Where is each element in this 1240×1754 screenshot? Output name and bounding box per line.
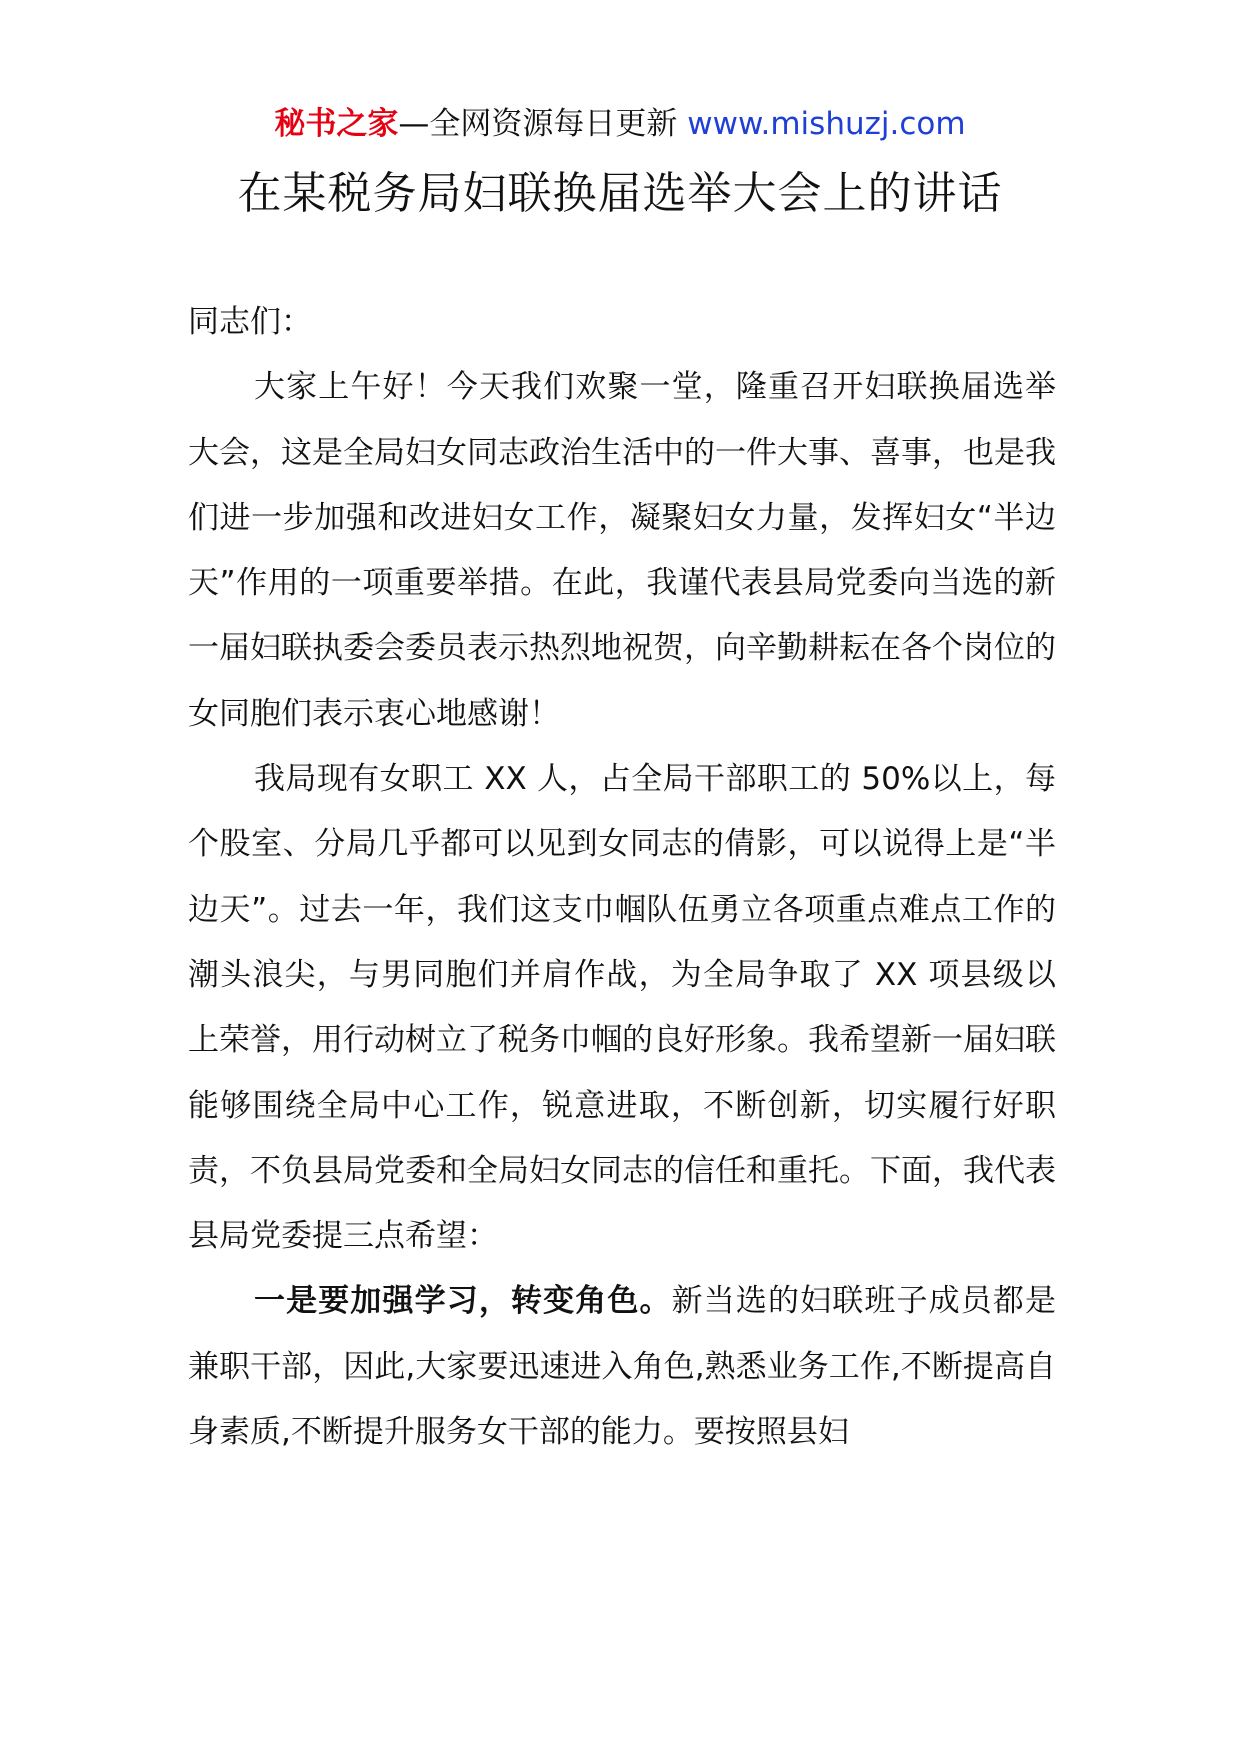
point-one-text: 新当选的妇联班子成员都是兼职干部，因此,大家要迅速进入角色,熟悉业务工作,不断提高自身素质,不断提升服务女干部的能力。要按照县妇 <box>188 1283 1056 1451</box>
site-header <box>0 102 1240 146</box>
paragraph-point-one <box>188 1269 1056 1465</box>
document-body <box>188 290 1056 1465</box>
salutation: 同志们： <box>188 304 312 340</box>
paragraph-greeting: 大家上午好！今天我们欢聚一堂，隆重召开妇联换届选举大会，这是全局妇女同志政治生活中的一件大事、喜事，也是我们进一步加强和改进妇女工作，凝聚妇女力量，发挥妇女“半边天”作用的一项重要举措。在此，我谨代表县局党委向当选的新一届妇联执委会委员表示热烈地祝贺，向辛勤耕耘在各个岗位的女同胞们表示衷心地感谢！ <box>188 369 1056 732</box>
point-one-heading: 一是要加强学习，转变角色。 <box>254 1283 672 1320</box>
website-link[interactable]: www.mishuzj.com <box>687 106 966 142</box>
brand-name: 秘书之家 <box>274 106 399 142</box>
document-title: 在某税务局妇联换届选举大会上的讲话 <box>237 168 1003 219</box>
header-slogan: —全网资源每日更新 <box>398 106 688 142</box>
paragraph-achievements: 我局现有女职工 XX 人，占全局干部职工的 50%以上，每个股室、分局几乎都可以见到女同志的倩影，可以说得上是“半边天”。过去一年，我们这支巾帼队伍勇立各项重点难点工作的潮头浪尖，与男同胞们并肩作战，为全局争取了 XX 项县级以上荣誉，用行动树立了税务巾帼的良好形象。我希望新一届妇联能够围绕全局中心工作，锐意进取，不断创新，切实履行好职责，不负县局党委和全局妇女同志的信任和重托。下面，我代表县局党委提三点希望： <box>188 761 1056 1255</box>
